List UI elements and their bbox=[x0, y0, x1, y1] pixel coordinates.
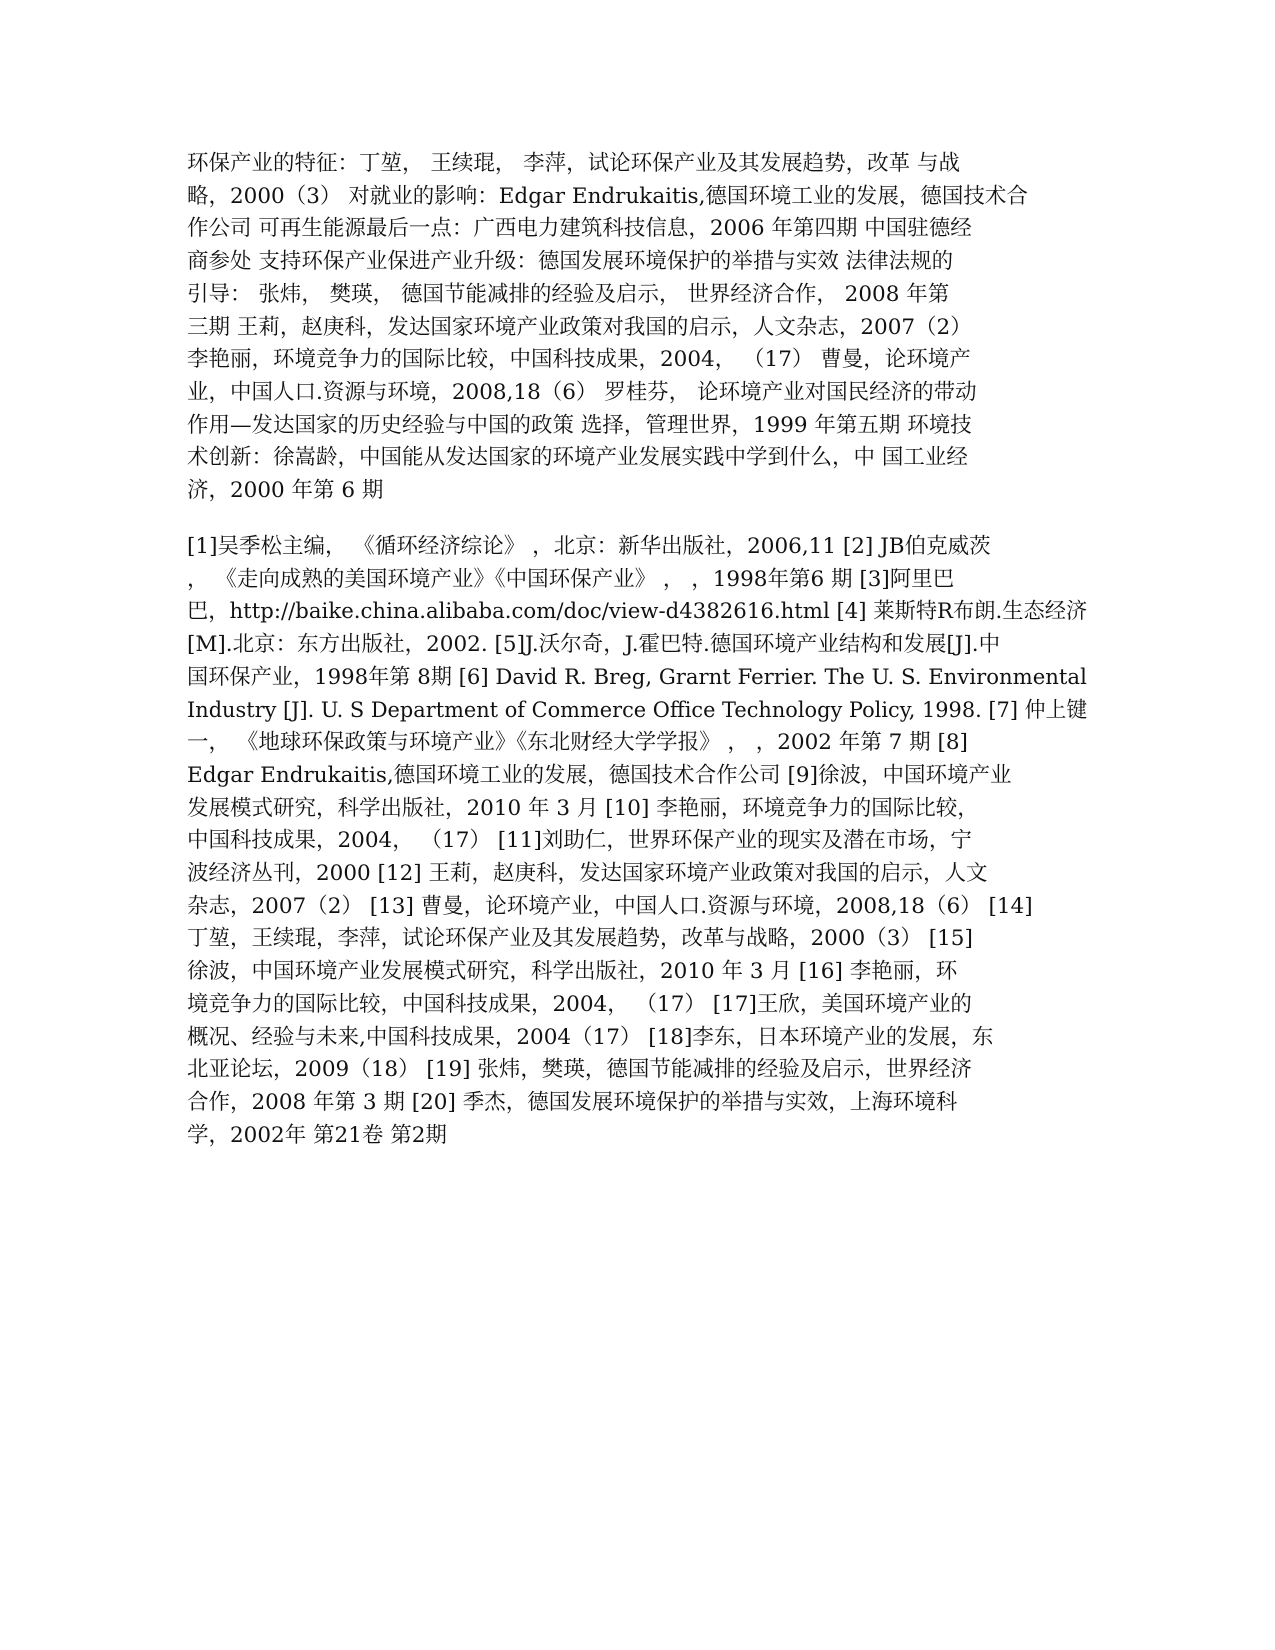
text-line: 环保产业的特征：丁堃， 王续琨， 李萍，试论环保产业及其发展趋势，改革 与战 bbox=[187, 151, 961, 176]
text-line: 作公司 可再生能源最后一点：广西电力建筑科技信息，2006 年第四期 中国驻德经 bbox=[187, 216, 972, 242]
reference-line: 学，2002年 第21卷 第2期 bbox=[187, 1122, 447, 1148]
reference-line: 一， 《地球环保政策与环境产业》《东北财经大学学报》 ， ，2002 年第 7 期 [8] bbox=[187, 730, 968, 756]
reference-line: 波经济丛刊，2000 [12] 王莉，赵庚科，发达国家环境产业政策对我国的启示，人文 bbox=[187, 861, 988, 887]
references-paragraph bbox=[187, 531, 1087, 1152]
reference-line: 概况、经验与未来,中国科技成果，2004（17） [18]李东，日本环境产业的发展，东 bbox=[187, 1024, 994, 1050]
reference-line: 丁堃，王续琨，李萍，试论环保产业及其发展趋势，改革与战略，2000（3） [15] bbox=[187, 926, 973, 952]
reference-line: Industry [J]. U. S Department of Commerce Office Technology Policy, 1998. [7] 仲上键 bbox=[187, 697, 1088, 723]
reference-line: 合作，2008 年第 3 期 [20] 季杰，德国发展环境保护的举措与实效，上海环境科 bbox=[187, 1089, 958, 1115]
reference-line: 中国科技成果，2004， （17） [11]刘助仁，世界环保产业的现实及潜在市场，宁 bbox=[187, 828, 972, 854]
reference-line: [1]吴季松主编， 《循环经济综论》 ，北京：新华出版社，2006,11 [2] JB伯克威茨 bbox=[187, 534, 991, 559]
text-line: 李艳丽，环境竞争力的国际比较，中国科技成果，2004， （17） 曹曼，论环境产 bbox=[187, 347, 971, 373]
reference-line: 徐波，中国环境产业发展模式研究，科学出版社，2010 年 3 月 [16] 李艳丽，环 bbox=[187, 959, 958, 985]
reference-line: [M].北京：东方出版社，2002. [5]J.沃尔奇，J.霍巴特.德国环境产业结构和发展[J].中 bbox=[187, 632, 1001, 658]
reference-line: 发展模式研究，科学出版社，2010 年 3 月 [10] 李艳丽，环境竞争力的国际比较， bbox=[187, 795, 979, 821]
text-line: 术创新：徐嵩龄，中国能从发达国家的环境产业发展实践中学到什么，中 国工业经 bbox=[187, 445, 968, 471]
text-line: 业，中国人口.资源与环境，2008,18（6） 罗桂芬， 论环境产业对国民经济的带动 bbox=[187, 379, 977, 405]
reference-line: 巴，http://baike.china.alibaba.com/doc/view-d4382616.html [4] 莱斯特R布朗.生态经济 bbox=[187, 599, 1088, 625]
body-paragraph bbox=[187, 148, 1087, 508]
reference-line: ， 《走向成熟的美国环境产业》《中国环保产业》 ， ，1998年第6 期 [3]阿里巴 bbox=[187, 566, 955, 592]
reference-line: Edgar Endrukaitis,德国环境工业的发展，德国技术合作公司 [9]徐波，中国环境产业 bbox=[187, 762, 1012, 788]
text-line: 略，2000（3） 对就业的影响：Edgar Endrukaitis,德国环境工业的发展，德国技术合 bbox=[187, 183, 1028, 209]
reference-line: 国环保产业，1998年第 8期 [6] David R. Breg, Grarnt Ferrier. The U. S. Environmental bbox=[187, 664, 1087, 690]
text-line: 引导： 张炜， 樊瑛， 德国节能减排的经验及启示， 世界经济合作， 2008 年第 bbox=[187, 281, 950, 307]
reference-line: 杂志，2007（2） [13] 曹曼，论环境产业，中国人口.资源与环境，2008,18（6） [14] bbox=[187, 893, 1033, 919]
reference-line: 境竞争力的国际比较，中国科技成果，2004， （17） [17]王欣，美国环境产业的 bbox=[187, 991, 972, 1017]
text-line: 商参处 支持环保产业保进产业升级：德国发展环境保护的举措与实效 法律法规的 bbox=[187, 249, 954, 275]
text-line: 作用—发达国家的历史经验与中国的政策 选择，管理世界，1999 年第五期 环境技 bbox=[187, 412, 972, 438]
text-line: 三期 王莉，赵庚科，发达国家环境产业政策对我国的启示，人文杂志，2007（2） bbox=[187, 314, 972, 340]
text-line: 济，2000 年第 6 期 bbox=[187, 478, 384, 504]
reference-line: 北亚论坛，2009（18） [19] 张炜，樊瑛，德国节能减排的经验及启示，世界经济 bbox=[187, 1057, 972, 1083]
